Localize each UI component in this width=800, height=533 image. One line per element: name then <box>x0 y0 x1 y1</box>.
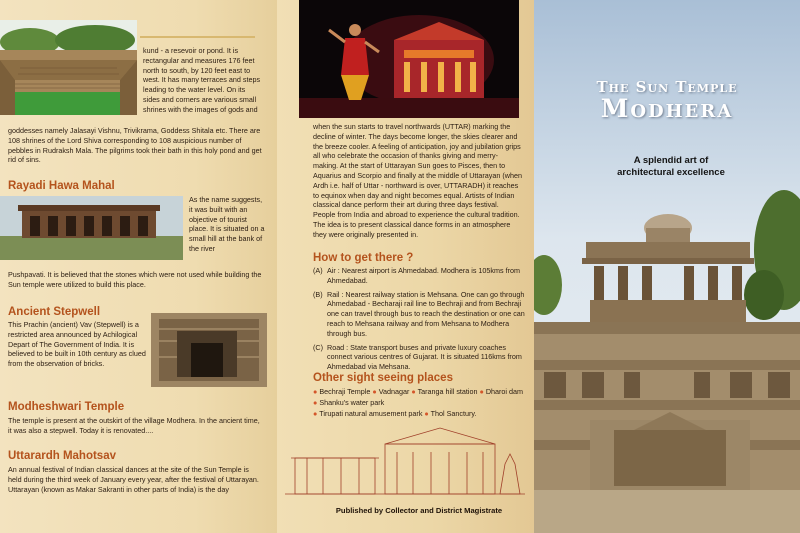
rayadi-text-full: Pushpavati. It is believed that the stones which were not used while building the Sun temple were utilized to build this place. <box>8 270 262 289</box>
how-item <box>313 266 525 286</box>
panel-cover <box>534 0 800 533</box>
how-item-label: (B) <box>313 289 323 299</box>
festival-text: when the sun starts to travel northwards (UTTAR) marking the decline of winter. The days become longer, the skies clearer and the breeze cooler. A feeling of anticipation, joy and jubilation grips all who celebrate the occasion of thanks giving and merry-making. At the start of Uttarayan Sun goes to Pisces, then to Aquarius and Scorpio and finally at the middle of Uttarayan (when Ardh i.e. half of Uttar - northward is over, UTTARADH) it reaches to equinox when day and night becomes equal. Artists of Indian classical dance perform their art during three days festival. People from India and abroad to experience the cultural tradition. The idea is to present classical dance forms in an atmosphere they were originally presented in. <box>313 122 522 239</box>
title-line-2: Modhera <box>600 94 734 123</box>
kund-photo <box>0 20 137 115</box>
modheshwari-text: The temple is present at the outskirt of the village Modhera. In the ancient time, it was also a stepwell. Today it is renovated.... <box>8 416 260 435</box>
how-item <box>313 343 525 372</box>
place-item: Taranga hill station <box>417 387 478 396</box>
place-item: Tirupati natural amusement park <box>319 409 423 418</box>
place-item: Bechraji Temple <box>319 387 371 396</box>
dance-festival-photo <box>299 0 519 118</box>
mahotsav-heading: Uttarardh Mahotsav <box>8 450 116 462</box>
panel-middle <box>277 0 534 533</box>
rayadi-heading: Rayadi Hawa Mahal <box>8 180 115 192</box>
hawa-mahal-photo <box>0 196 183 260</box>
cover-title <box>534 78 800 123</box>
panel-left <box>0 0 277 533</box>
kund-text-right: kund - a resevoir or pond. It is rectangular and measures 176 feet north to south, by 120 feet east to west. It has many terraces and steps leading to the water level. On its sides and corners are various small shrines with the images of gods and <box>143 46 261 114</box>
how-heading: How to get there ? <box>313 252 414 264</box>
temple-sketch <box>285 424 525 502</box>
kund-text-full: goddesses namely Jalasayi Vishnu, Trivikrama, Goddess Shitala etc. There are 108 shrines of the Lord Shiva corresponding to 108 auspicious number of pebbles in Rudraksh Mala. The pilgrims took their bath in this holy pond and get rid of sins. <box>8 126 262 165</box>
stepwell-photo <box>151 313 267 387</box>
places-list: ● Bechraji Temple ● Vadnagar ● Taranga hill station ● Dharoi dam ● Shanku's water park ● Tirupati natural amusement park ● Thol Sanctury. <box>313 387 523 418</box>
place-item: Vadnagar <box>378 387 410 396</box>
how-item-label: (C) <box>313 342 323 352</box>
how-item-text: Road : State transport buses and private luxury coaches connect various centres of Gujarat. It is situated 116kms from Ahmedabad via Mehsana. <box>327 342 522 372</box>
mahotsav-text: An annual festival of Indian classical dances at the site of the Sun Temple is held during the third week of January every year, after the festival of Uttarayan. Uttarayan (known as Makar Sakranti in other parts of India) is the day <box>8 465 259 494</box>
other-places-heading: Other sight seeing places <box>313 372 453 384</box>
cover-tagline: A splendid art of architectural excellence <box>617 155 725 178</box>
title-line-1: The Sun Temple <box>596 78 738 96</box>
place-item: Thol Sanctury. <box>430 409 477 418</box>
how-list <box>313 266 525 372</box>
place-item: Shanku's water park <box>319 398 385 407</box>
modheshwari-heading: Modheshwari Temple <box>8 401 125 413</box>
how-item-text: Air : Nearest airport is Ahmedabad. Modhera is 105kms from Ahmedabad. <box>327 266 520 285</box>
accent-line <box>140 36 255 38</box>
how-item <box>313 290 525 339</box>
rayadi-text-right: As the name suggests, it was built with an objective of tourist place. It is situated on a small hill at the bank of the river <box>189 195 265 253</box>
stepwell-heading: Ancient Stepwell <box>8 306 101 318</box>
how-item-text: Rail : Nearest railway station is Mehsana. One can go through Ahmedabad - Becharaji rail line to Bechraji and from Bechraji one can travel through bus to reach the destination or one can reach to Mehsana railway and from Mehsana to Modhera through bus. <box>327 289 525 338</box>
publisher-credit: Published by Collector and District Magistrate <box>335 506 503 515</box>
place-item: Dharoi dam <box>485 387 523 396</box>
stepwell-text: This Prachin (ancient) Vav (Stepwell) is a restricted area announced by Achilogical Depart of The Government of India. It is believed to be built in 10th century as clued from the observation of bricks. <box>8 320 146 369</box>
how-item-label: (A) <box>313 266 323 275</box>
